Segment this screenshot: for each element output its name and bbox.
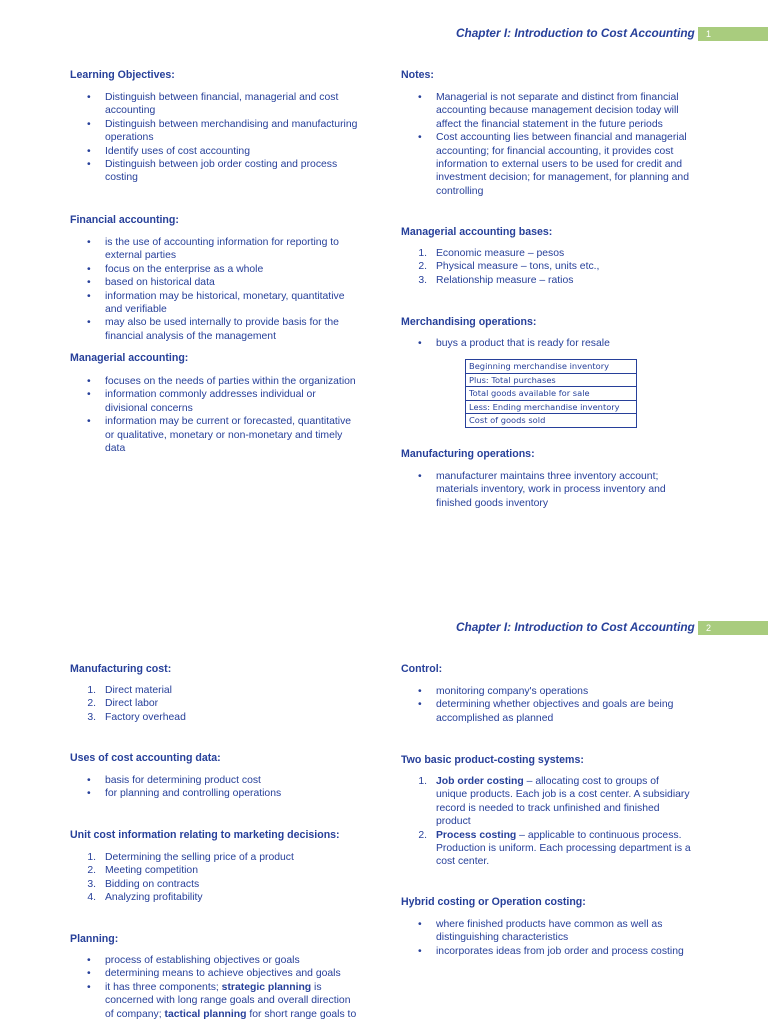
list-item: • information may be historical, monetary, quantitative and verifiable xyxy=(87,290,345,316)
list-item: • buys a product that is ready for resale xyxy=(418,338,610,349)
list-item: • for planning and controlling operations xyxy=(87,788,282,800)
page-header-title: Chapter I: Introduction to Cost Accounting xyxy=(456,26,695,40)
list-item: • Managerial is not separate and distinct from financial accounting because management decision today will affect the financial statement in the future periods xyxy=(418,92,679,130)
list-item: 1. Direct material xyxy=(87,685,172,696)
list-item: 3. Bidding on contracts xyxy=(87,878,200,890)
list-item: 3. Relationship measure – ratios xyxy=(418,274,574,286)
manufacturing-cost-list xyxy=(70,684,370,724)
manufacturing-cost-heading: Manufacturing cost: xyxy=(70,663,172,675)
financial-accounting-list xyxy=(70,236,370,343)
managerial-accounting-heading: Managerial accounting: xyxy=(70,352,189,364)
financial-accounting-heading: Financial accounting: xyxy=(70,214,179,226)
unit-cost-heading: Unit cost information relating to marketing decisions: xyxy=(70,829,340,841)
list-item: 2. Direct labor xyxy=(87,698,159,710)
hybrid-list xyxy=(401,918,711,958)
list-item: • determining whether objectives and goals are being accomplished as planned xyxy=(418,699,674,724)
list-item: 1. Determining the selling price of a product xyxy=(87,852,294,863)
list-item: • incorporates ideas from job order and process costing xyxy=(418,945,684,957)
table-cell: Less: Ending merchandise inventory xyxy=(466,400,637,414)
page-number-badge: 2 xyxy=(698,621,768,635)
list-item: • Distinguish between financial, managerial and cost accounting xyxy=(87,92,339,117)
control-heading: Control: xyxy=(401,663,443,675)
planning-heading: Planning: xyxy=(70,933,119,945)
table-row xyxy=(466,360,637,374)
list-item: • Distinguish between merchandising and manufacturing operations xyxy=(87,118,358,144)
list-item: • determining means to achieve objectives and goals xyxy=(87,968,341,980)
list-item: • it has three components; strategic planning is concerned with long range goals and overall direction of company; tactical planning for short range goals to xyxy=(87,981,357,1020)
list-item: 2. Meeting competition xyxy=(87,865,198,877)
list-item: • is the use of accounting information for reporting to external parties xyxy=(87,237,339,262)
table-row xyxy=(466,400,637,414)
list-item: 1. Economic measure – pesos xyxy=(418,248,565,259)
merchandising-list xyxy=(401,337,701,350)
list-item: • where finished products have common as well as distinguishing characteristics xyxy=(418,919,663,944)
list-item: • basis for determining product cost xyxy=(87,775,261,786)
table-cell: Total goods available for sale xyxy=(466,387,637,401)
table-row xyxy=(466,414,637,428)
list-item: • information may be current or forecasted, quantitative or qualitative, monetary or non-monetary and timely data xyxy=(87,416,352,455)
product-costing-list xyxy=(401,775,711,869)
list-item: • process of establishing objectives or goals xyxy=(87,955,300,966)
uses-heading: Uses of cost accounting data: xyxy=(70,752,221,764)
notes-heading: Notes: xyxy=(401,69,434,81)
list-item: • focuses on the needs of parties within the organization xyxy=(87,376,356,387)
list-item: • monitoring company's operations xyxy=(418,686,589,697)
managerial-bases-heading: Managerial accounting bases: xyxy=(401,226,553,238)
list-item: • focus on the enterprise as a whole xyxy=(87,263,264,275)
merchandise-inventory-table xyxy=(465,359,637,428)
product-costing-heading: Two basic product-costing systems: xyxy=(401,754,584,766)
list-item: • Cost accounting lies between financial and managerial accounting; for financial accounting, it provides cost information to external users to be used for credit and investment decision; for management, for planning and controlling xyxy=(418,132,689,197)
hybrid-heading: Hybrid costing or Operation costing: xyxy=(401,896,586,908)
list-item: • Identify uses of cost accounting xyxy=(87,145,250,157)
table-cell: Beginning merchandise inventory xyxy=(466,360,637,374)
list-item: • based on historical data xyxy=(87,277,215,289)
merchandising-heading: Merchandising operations: xyxy=(401,316,537,328)
table-cell: Cost of goods sold xyxy=(466,414,637,428)
learning-objectives-heading: Learning Objectives: xyxy=(70,69,175,81)
manufacturing-operations-heading: Manufacturing operations: xyxy=(401,448,535,460)
table-row xyxy=(466,373,637,387)
managerial-accounting-list xyxy=(70,375,370,455)
list-item: • manufacturer maintains three inventory account; materials inventory, work in process inventory and finished goods inventory xyxy=(418,471,666,509)
list-item: • Distinguish between job order costing and process costing xyxy=(87,159,338,184)
list-item: 3. Factory overhead xyxy=(87,711,186,723)
uses-list xyxy=(70,774,370,801)
planning-list xyxy=(70,954,370,1021)
list-item: • may also be used internally to provide basis for the financial analysis of the management xyxy=(87,317,339,342)
list-item: 1. Job order costing – allocating cost to groups of unique products. Each job is a cost center. A subsidiary record is needed to track unfinished and finished product xyxy=(418,776,690,828)
manufacturing-operations-list xyxy=(401,470,711,510)
list-item: 4. Analyzing profitability xyxy=(87,892,203,904)
list-item: 2. Process costing – applicable to continuous process. Production is uniform. Each processing department is a cost center. xyxy=(418,829,691,868)
list-item: 2. Physical measure – tons, units etc., xyxy=(418,261,600,273)
unit-cost-list xyxy=(70,851,370,905)
notes-list xyxy=(401,91,711,198)
page-header-title: Chapter I: Introduction to Cost Accounting xyxy=(456,620,695,634)
control-list xyxy=(401,685,711,725)
table-row xyxy=(466,387,637,401)
list-item: • information commonly addresses individual or divisional concerns xyxy=(87,389,316,414)
table-cell: Plus: Total purchases xyxy=(466,373,637,387)
page-number-badge: 1 xyxy=(698,27,768,41)
managerial-bases-list xyxy=(401,247,701,287)
learning-objectives-list xyxy=(70,91,370,185)
